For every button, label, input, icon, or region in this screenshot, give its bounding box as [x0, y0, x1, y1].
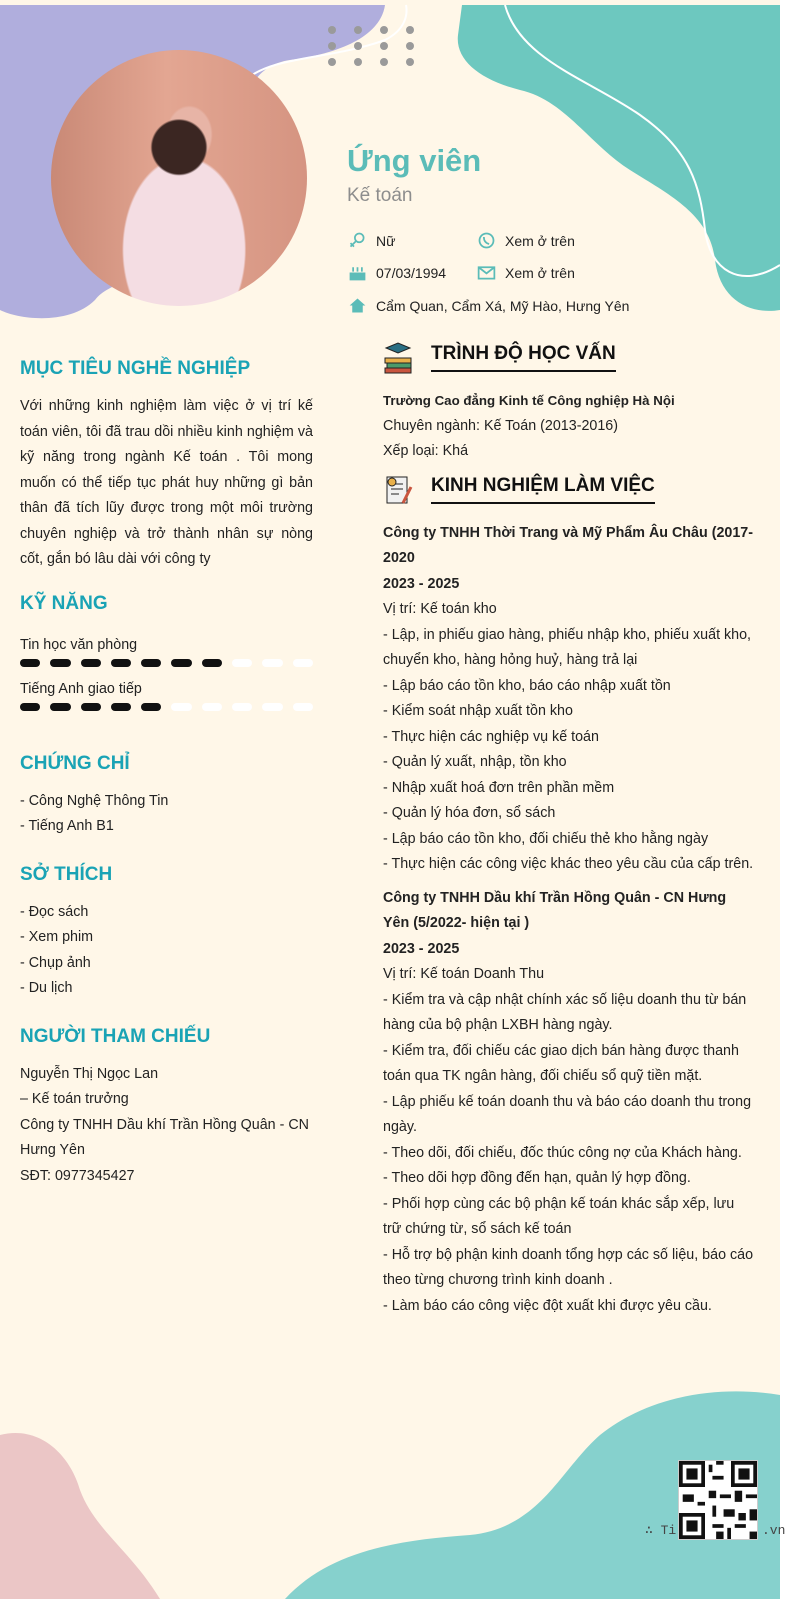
- job-duty: - Nhập xuất hoá đơn trên phần mềm: [383, 779, 615, 796]
- qr-code: [678, 1460, 758, 1540]
- job-position: Vị trí: Kế toán Doanh Thu: [383, 966, 545, 982]
- job-duty: - Làm báo cáo công việc đột xuất khi được yêu cầu.: [383, 1297, 712, 1314]
- skill-level-dot: [202, 659, 222, 667]
- experience-header: [383, 473, 755, 507]
- job-duty: - Theo dõi, đối chiếu, đốc thúc công nợ của Khách hàng.: [383, 1144, 742, 1161]
- job-duty: - Thực hiện các nghiệp vụ kế toán: [383, 728, 599, 745]
- cake-icon: [347, 262, 368, 283]
- candidate-name: Ứng viên: [347, 143, 482, 178]
- company-name: Công ty TNHH Thời Trang và Mỹ Phẩm Âu Châu (2017-2020: [383, 524, 754, 566]
- job-entry: [383, 886, 755, 1320]
- job-duty: - Hỗ trợ bộ phận kinh doanh tổng hợp các số liệu, báo cáo theo từng chương trình kinh doanh .: [383, 1246, 754, 1288]
- watermark-text: ∴ Ti: [645, 1523, 677, 1538]
- skill-name: Tin học văn phòng: [20, 636, 138, 653]
- experience-title: KINH NGHIỆM LÀM VIỆC: [431, 475, 655, 504]
- job-duty: - Quản lý xuất, nhập, tồn kho: [383, 754, 567, 770]
- hobby-item: - Đọc sách: [20, 903, 89, 920]
- watermark-end: .vn: [762, 1523, 786, 1538]
- job-duty: - Lập phiếu kế toán doanh thu và báo cáo doanh thu trong ngày.: [383, 1093, 752, 1135]
- phone-row: [476, 230, 575, 251]
- job-duty: - Lập báo cáo tồn kho, báo cáo nhập xuất tồn: [383, 677, 671, 694]
- hobby-item: - Chụp ảnh: [20, 954, 91, 971]
- skill-level-dot: [232, 659, 252, 667]
- reference-line: Nguyễn Thị Ngọc Lan: [20, 1065, 159, 1082]
- skill-level-dot: [20, 659, 40, 667]
- address-row: [347, 295, 629, 316]
- skill-level-dot: [293, 703, 313, 711]
- skill-level-dot: [293, 659, 313, 667]
- certificate-item: - Tiếng Anh B1: [20, 818, 114, 834]
- skill-level-dot: [232, 703, 252, 711]
- references-title: NGƯỜI THAM CHIẾU: [20, 1025, 211, 1047]
- skill-level-dot: [171, 703, 191, 711]
- job-entry: [383, 521, 755, 878]
- job-duty: - Quản lý hóa đơn, sổ sách: [383, 805, 556, 821]
- job-title: Kế toán: [347, 185, 413, 206]
- gender-value: Nữ: [376, 232, 396, 249]
- work-document-icon: [383, 473, 413, 507]
- mail-icon: [476, 262, 497, 283]
- job-duty: - Kiểm tra, đối chiếu các giao dịch bán hàng được thanh toán qua TK ngân hàng, đối chiếu sổ quỹ tiền mặt.: [383, 1042, 739, 1084]
- skill-level-dot: [262, 659, 282, 667]
- skill-level-dot: [111, 703, 131, 711]
- certificates-title: CHỨNG CHỈ: [20, 752, 130, 774]
- email-value: Xem ở trên: [505, 264, 575, 281]
- watermark: [645, 1523, 786, 1538]
- right-column: [383, 340, 755, 1319]
- candidate-photo: [51, 50, 307, 306]
- skill-rating: [20, 703, 313, 711]
- skill-level-dot: [50, 659, 70, 667]
- gender-icon: [347, 230, 368, 251]
- address-value: Cẩm Quan, Cẩm Xá, Mỹ Hào, Hưng Yên: [376, 297, 630, 314]
- education-major: Chuyên ngành: Kế Toán (2013-2016): [383, 417, 619, 434]
- job-duty: - Kiểm soát nhập xuất tồn kho: [383, 703, 573, 719]
- skill-level-dot: [262, 703, 282, 711]
- job-period: 2023 - 2025: [383, 575, 460, 592]
- birthday-row: [347, 262, 446, 283]
- skill-level-dot: [141, 659, 161, 667]
- email-row: [476, 262, 575, 283]
- education-grade: Xếp loại: Khá: [383, 443, 469, 459]
- skill-level-dot: [81, 703, 101, 711]
- phone-icon: [476, 230, 497, 251]
- skills-title: KỸ NĂNG: [20, 592, 108, 614]
- job-period: 2023 - 2025: [383, 940, 460, 957]
- job-position: Vị trí: Kế toán kho: [383, 601, 497, 617]
- company-name: Công ty TNHH Dầu khí Trần Hồng Quân - CN Hưng Yên (5/2022- hiện tại ): [383, 889, 727, 931]
- reference-line: – Kế toán trưởng: [20, 1091, 129, 1107]
- school-name: Trường Cao đẳng Kinh tế Công nghiệp Hà Nội: [383, 393, 675, 408]
- objective-title: MỤC TIÊU NGHỀ NGHIỆP: [20, 358, 251, 379]
- skill-level-dot: [81, 659, 101, 667]
- graduation-books-icon: [383, 340, 413, 374]
- reference-line: Công ty TNHH Dầu khí Trần Hồng Quân - CN Hưng Yên: [20, 1116, 309, 1158]
- skill-level-dot: [141, 703, 161, 711]
- education-header: [383, 340, 755, 374]
- job-duty: - Lập báo cáo tồn kho, đối chiếu thẻ kho hằng ngày: [383, 830, 709, 847]
- home-icon: [347, 295, 368, 316]
- skill-level-dot: [20, 703, 40, 711]
- skill-rating: [20, 659, 313, 667]
- hobby-item: - Du lịch: [20, 980, 73, 996]
- hobbies-title: SỞ THÍCH: [20, 863, 113, 885]
- education-title: TRÌNH ĐỘ HỌC VẤN: [431, 343, 616, 372]
- hobby-item: - Xem phim: [20, 929, 94, 945]
- skill-name: Tiếng Anh giao tiếp: [20, 680, 142, 697]
- birthday-value: 07/03/1994: [376, 264, 447, 281]
- job-duty: - Phối hợp cùng các bộ phận kế toán khác sắp xếp, lưu trữ chứng từ, sổ sách kế toán: [383, 1195, 735, 1237]
- job-duty: - Theo dõi hợp đồng đến hạn, quản lý hợp đồng.: [383, 1170, 691, 1186]
- reference-line: SĐT: 0977345427: [20, 1167, 135, 1184]
- job-duty: - Kiểm tra và cập nhật chính xác số liệu doanh thu từ bán hàng của bộ phận LXBH hàng ngày.: [383, 991, 747, 1033]
- gender-row: [347, 230, 395, 251]
- phone-value: Xem ở trên: [505, 232, 575, 249]
- skill-level-dot: [111, 659, 131, 667]
- left-column: [20, 358, 313, 1189]
- job-duty: - Lập, in phiếu giao hàng, phiếu nhập kho, phiếu xuất kho, chuyển kho, hàng hỏng huỷ, hàng trả lại: [383, 626, 752, 668]
- certificate-item: - Công Nghệ Thông Tin: [20, 792, 169, 809]
- objective-text: Với những kinh nghiệm làm việc ở vị trí kế toán viên, tôi đã trau dồi nhiều kinh nghiệm và kỹ năng trong ngành Kế toán . Tôi mong muốn có thể tiếp tục phát huy những gì bản thân đã tích lũy được trong một môi trường chuyên nghiệp và trở thành nhân sự nòng cốt, gắn bó lâu dài với công ty: [20, 398, 313, 567]
- skill-level-dot: [171, 659, 191, 667]
- job-duty: - Thực hiện các công việc khác theo yêu cầu của cấp trên.: [383, 856, 754, 872]
- skill-level-dot: [202, 703, 222, 711]
- skill-level-dot: [50, 703, 70, 711]
